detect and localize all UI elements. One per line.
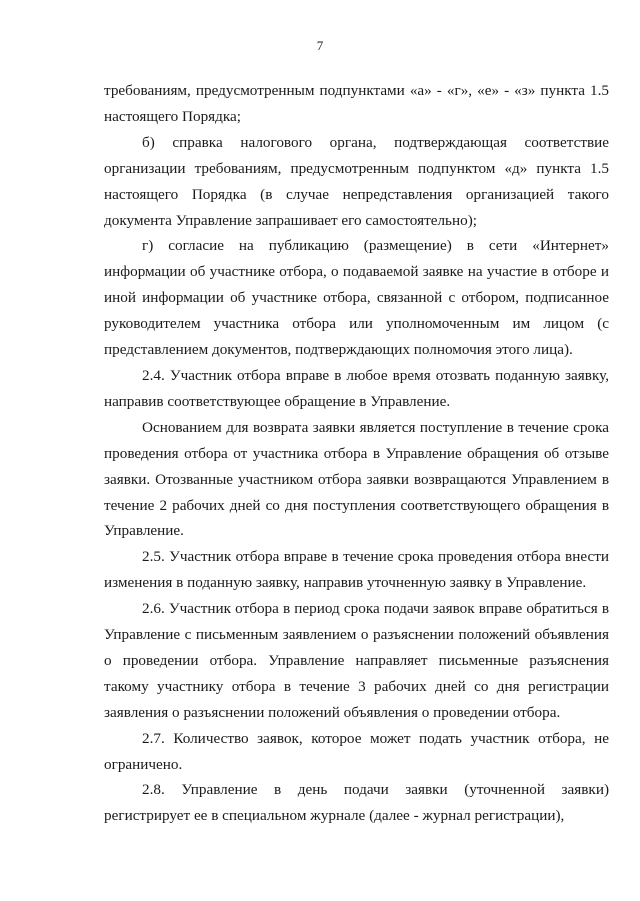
paragraph-publication-consent: г) согласие на публикацию (размещение) в сети «Интернет» информации об участнике отбора, о подаваемой заявке на участие в отборе и иной информации об участнике отбора, связанной с отбором, подписанное руководителем участника отбора или уполномоченным им лицом (с представлением документов, подтверждающих полномочия этого лица).: [104, 237, 609, 359]
paragraph-2-4-withdraw: 2.4. Участник отбора вправе в любое время отозвать поданную заявку, направив соответствующее обращение в Управление.: [104, 366, 609, 410]
paragraph-2-5-amend: 2.5. Участник отбора вправе в течение срока проведения отбора внести изменения в поданную заявку, направив уточненную заявку в Управление.: [104, 548, 609, 592]
paragraph-2-8-registration: 2.8. Управление в день подачи заявки (уточненной заявки) регистрирует ее в специальном журнале (далее - журнал регистрации),: [104, 781, 609, 825]
paragraph-return-grounds: Основанием для возврата заявки является поступление в течение срока проведения отбора от участника отбора в Управление обращения об отзыве заявки. Отозванные участником отбора заявки возвращаются Управлением в течение 2 рабочих дней со дня поступления соответствующего обращения в Управление.: [104, 418, 609, 540]
paragraph-2-6-clarification: 2.6. Участник отбора в период срока подачи заявок вправе обратиться в Управление с письменным заявлением о разъяснении положений объявления о проведении отбора. Управление направляет письменные разъяснения такому участнику отбора в течение 3 рабочих дней со дня регистрации заявления о разъяснении положений объявления о проведении отбора.: [104, 600, 609, 721]
document-body: [104, 78, 609, 829]
paragraph-requirements-tail: требованиям, предусмотренным подпунктами «а» - «г», «е» - «з» пункта 1.5 настоящего Порядка;: [104, 82, 609, 125]
page-number: 7: [316, 38, 324, 53]
paragraph-tax-certificate: б) справка налогового органа, подтверждающая соответствие организации требованиям, предусмотренным подпунктом «д» пункта 1.5 настоящего Порядка (в случае непредставления организацией такого документа Управление запрашивает его самостоятельно);: [104, 133, 609, 229]
paragraph-2-7-count: 2.7. Количество заявок, которое может подать участник отбора, не ограничено.: [104, 729, 609, 773]
